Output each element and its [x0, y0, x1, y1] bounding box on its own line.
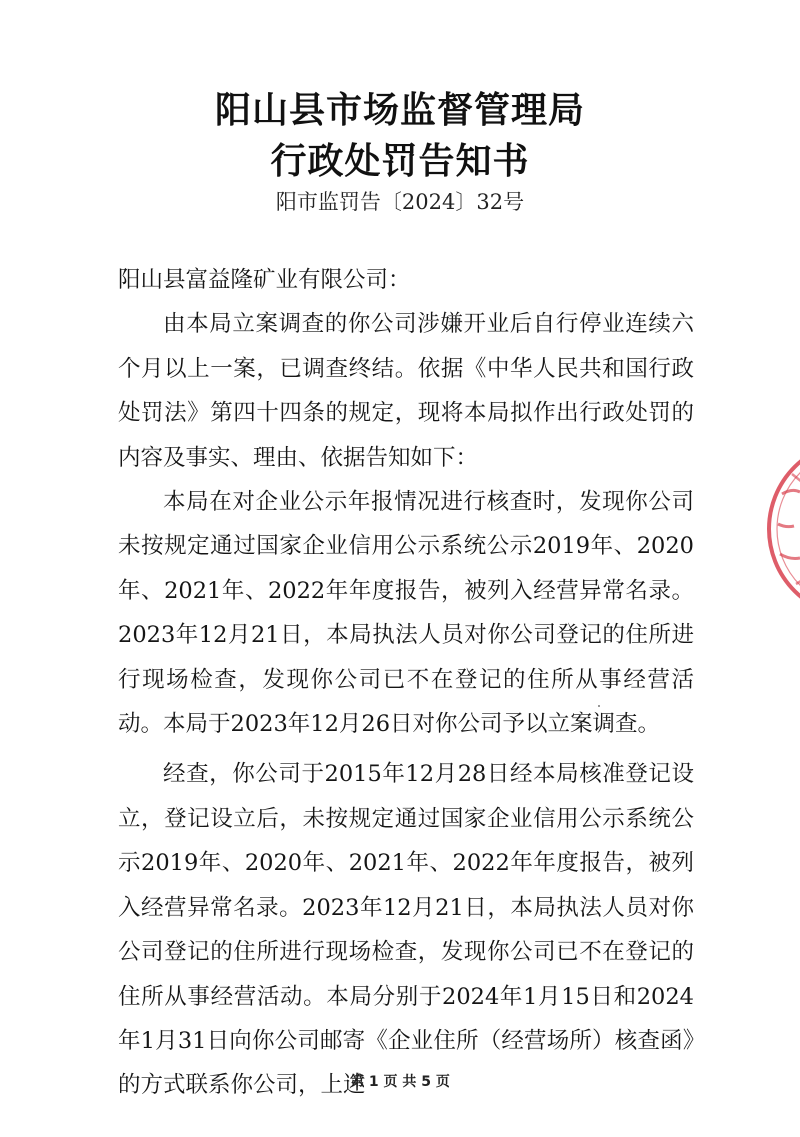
document-number: 阳市监罚告〔2024〕32号 [275, 190, 525, 214]
paragraph-2: 本局在对企业公示年报情况进行核查时，发现你公司未按规定通过国家企业信用公示系统公示2019年、2020年、2021年、2022年年度报告，被列入经营异常名录。2023年12月21日，本局执法人员对你公司登记的住所进行现场检查，发现你公司已不在登记的住所从事经营活动。本局于2023年12月26日对你公司予以立案调查。 [118, 489, 694, 738]
paragraph-1: 由本局立案调查的你公司涉嫌开业后自行停业连续六个月以上一案，已调查终结。依据《中华人民共和国行政处罚法》第四十四条的规定，现将本局拟作出行政处罚的内容及事实、理由、依据告知如下： [118, 311, 694, 471]
official-seal-partial [762, 434, 800, 624]
document-body [118, 258, 694, 1108]
paragraph-3: 经查，你公司于2015年12月28日经本局核准登记设立，登记设立后，未按规定通过国家企业信用公示系统公示2019年、2020年、2021年、2022年年度报告，被列入经营异常名录。2023年12月21日，本局执法人员对你公司登记的住所进行现场检查，发现你公司已不在登记的住所从事经营活动。本局分别于2024年1月15日和2024年1月31日向你公司邮寄《企业住所（经营场所）核查函》的方式联系你公司，上述 [118, 761, 694, 1099]
page-number: 第 1 页 共 5 页 [350, 1074, 450, 1090]
issuing-authority-title: 阳山县市场监督管理局 [214, 89, 585, 131]
document-type-title: 行政处罚告知书 [270, 140, 530, 182]
scan-speck [598, 705, 600, 707]
salutation: 阳山县富益隆矿业有限公司： [118, 267, 411, 293]
